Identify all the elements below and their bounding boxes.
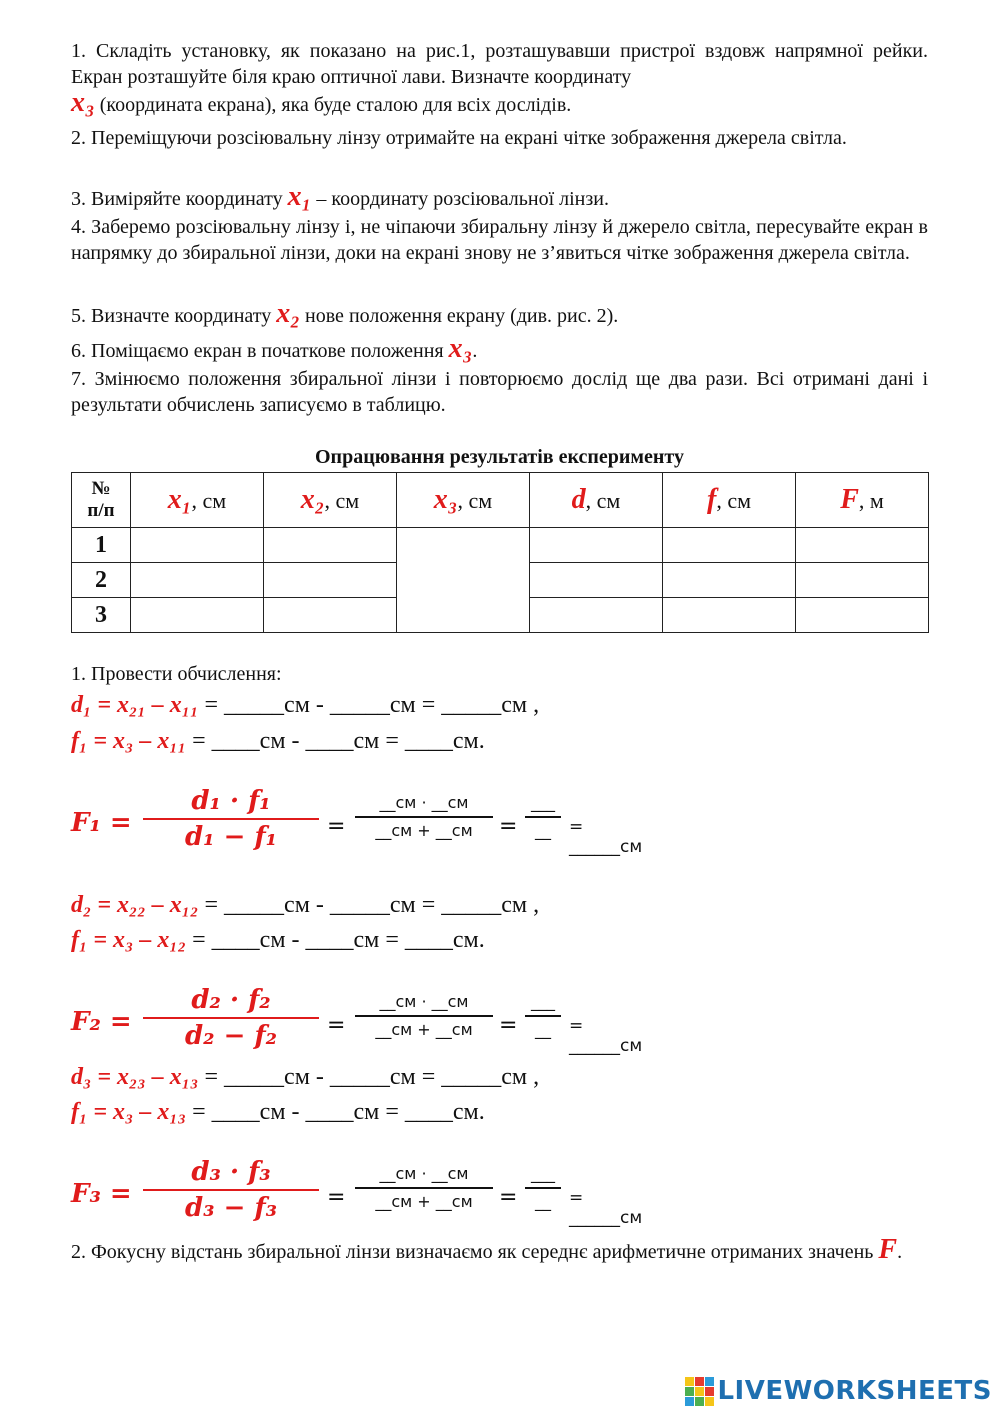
header-x1 [131, 473, 264, 528]
F3-numerator: d₃ · f₃ [191, 1157, 271, 1187]
header-x2-unit: , см [324, 488, 360, 513]
cell-x2[interactable] [264, 528, 397, 563]
F1-eq-1: = [327, 814, 346, 839]
header-x1-unit: , см [191, 488, 227, 513]
F3-label-text: F₃ [71, 1179, 101, 1209]
header-x3-var: x₃ [433, 484, 458, 515]
step-5-variable: x₂ [276, 298, 301, 329]
F3-bar [143, 1189, 319, 1191]
step-3-text: 3. Виміряйте координату [71, 188, 288, 210]
F3-label: F₃ = [71, 1179, 132, 1209]
liveworksheets-logo [685, 1373, 992, 1409]
F1-label-text: F₁ [71, 808, 101, 838]
F3-short-bar [525, 1187, 561, 1189]
cell-x2[interactable] [264, 563, 397, 598]
step-6-text: 6. Поміщаємо екран в початкове положення [71, 340, 449, 362]
calc-d2-formula: d₂ = x₂₂ – x₁₂ [71, 892, 199, 918]
cell-x3[interactable] [397, 528, 530, 633]
final-step-variable: F [878, 1234, 898, 1265]
F1-denominator: d₁ − f₁ [184, 822, 278, 852]
header-d-var: d [571, 484, 586, 515]
cell-F[interactable] [796, 563, 929, 598]
step-6 [71, 333, 928, 364]
F3-blank-bar [355, 1187, 493, 1189]
F2-eq-2: = [499, 1013, 518, 1038]
cell-f[interactable] [663, 563, 796, 598]
final-step-text: 2. Фокусну відстань збиральної лінзи визначаємо як середнє арифметичне отриманих значень [71, 1241, 879, 1263]
header-x2-var: x₂ [300, 484, 325, 515]
header-x3-unit: , см [457, 488, 493, 513]
cell-f[interactable] [663, 598, 796, 633]
F1-formula [143, 786, 319, 852]
step-2: 2. Переміщуючи розсіювальну лінзу отримайте на екрані чітке зображення джерела світла. [71, 127, 847, 149]
calc-F1 [71, 786, 643, 866]
header-x1-var: x₁ [167, 484, 192, 515]
step-5-text: 5. Визначте координату [71, 305, 277, 327]
logo-mark-icon [685, 1377, 714, 1406]
cell-x2[interactable] [264, 598, 397, 633]
table-row [72, 528, 929, 563]
F2-numerator: d₂ · f₂ [191, 985, 271, 1015]
F2-short-num: ___ [531, 992, 555, 1011]
F1-short-num: ___ [531, 793, 555, 812]
cell-f[interactable] [663, 528, 796, 563]
F2-short-bar [525, 1015, 561, 1017]
calc-f1-formula: f₁ = x₃ – x₁₁ [71, 728, 187, 754]
F1-result[interactable]: = ______см [569, 817, 643, 857]
calc-d1 [71, 692, 539, 719]
calc-d3-blanks[interactable]: = _____см - _____см = _____см , [198, 1064, 540, 1090]
calc-F3 [71, 1157, 643, 1237]
cell-d[interactable] [530, 528, 663, 563]
F3-short-num: ___ [531, 1164, 555, 1183]
F2-eq-1: = [327, 1013, 346, 1038]
calc-f1-blanks[interactable]: = ____см - ____см = ____см. [186, 728, 485, 754]
cell-x1[interactable] [131, 598, 264, 633]
table-header-row [72, 473, 929, 528]
header-f-var: f [706, 484, 717, 515]
F3-formula [143, 1157, 319, 1223]
F1-short-bar [525, 816, 561, 818]
header-F [796, 473, 929, 528]
row-number: 2 [72, 563, 131, 598]
cell-F[interactable] [796, 528, 929, 563]
F3-blank-num: __см · __см [379, 1164, 469, 1183]
logo-text: LIVEWORKSHEETS [717, 1376, 992, 1406]
calc-f2-blanks[interactable]: = ____см - ____см = ____см. [186, 927, 485, 953]
F1-blank-num: __см · __см [379, 793, 469, 812]
F1-label: F₁ = [71, 808, 132, 838]
F1-blank-bar [355, 816, 493, 818]
calc-F2 [71, 985, 643, 1065]
step-3 [71, 181, 928, 212]
F1-blank-den: __см + __см [375, 821, 473, 840]
cell-F[interactable] [796, 598, 929, 633]
row-number: 3 [72, 598, 131, 633]
step-3-text-end: – координату розсіювальної лінзи. [311, 188, 609, 210]
F2-label-text: F₂ [71, 1007, 101, 1037]
F2-blank-den: __см + __см [375, 1020, 473, 1039]
header-f-unit: , см [716, 488, 751, 513]
F3-result[interactable]: = ______см [569, 1188, 643, 1228]
calc-f2 [71, 927, 485, 954]
F3-blank-fraction[interactable] [355, 1163, 493, 1213]
calc-d3 [71, 1064, 539, 1091]
header-number [72, 473, 131, 528]
F1-eq-2: = [499, 814, 518, 839]
header-number-label: п/п [87, 500, 115, 521]
header-F-unit: , м [858, 488, 884, 513]
step-4: 4. Заберемо розсіювальну лінзу і, не чіпаючи збиральну лінзу й джерело світла, пересувайте екран в напрямку до збиральної лінзи, доки на екрані знову не з’явиться чітке зображення джерела світла. [71, 216, 928, 264]
F3-short-fraction[interactable] [525, 1163, 561, 1213]
F3-eq-1: = [327, 1185, 346, 1210]
cell-x1[interactable] [131, 528, 264, 563]
F3-blank-den: __см + __см [375, 1192, 473, 1211]
cell-x1[interactable] [131, 563, 264, 598]
F1-short-den: __ [535, 821, 551, 840]
step-6-text-end: . [472, 340, 478, 362]
step-1-text-end: (координата екрана), яка буде сталою для всіх дослідів. [94, 94, 572, 116]
F1-short-fraction[interactable] [525, 792, 561, 842]
calc-d1-formula: d₁ = x₂₁ – x₁₁ [71, 692, 199, 718]
header-number-symbol: № [91, 478, 111, 499]
F2-denominator: d₂ − f₂ [184, 1021, 278, 1051]
step-7: 7. Змінюємо положення збиральної лінзи і повторюємо дослід ще два рази. Всі отримані дані і результати обчислень записуємо в таблицю. [71, 368, 928, 416]
F2-short-den: __ [535, 1020, 551, 1039]
calc-d2 [71, 892, 539, 919]
header-x3 [397, 473, 530, 528]
F3-short-den: __ [535, 1192, 551, 1211]
F2-result[interactable]: = ______см [569, 1016, 643, 1056]
F3-eq-2: = [499, 1185, 518, 1210]
F2-blank-bar [355, 1015, 493, 1017]
F2-formula [143, 985, 319, 1051]
F1-numerator: d₁ · f₁ [191, 786, 271, 816]
calc-f1 [71, 728, 485, 755]
header-f [663, 473, 796, 528]
final-step [71, 1233, 928, 1269]
step-5-text-end: нове положення екрану (див. рис. 2). [300, 305, 619, 327]
calc-f3-formula: f₁ = x₃ – x₁₃ [71, 1099, 187, 1125]
calc-title: 1. Провести обчислення: [71, 663, 282, 685]
final-step-end: . [897, 1241, 903, 1263]
F2-blank-fraction[interactable] [355, 991, 493, 1041]
calc-d2-blanks[interactable]: = _____см - _____см = _____см , [198, 892, 540, 918]
F2-label: F₂ = [71, 1007, 132, 1037]
F1-bar [143, 818, 319, 820]
row-number: 1 [72, 528, 131, 563]
table-caption: Опрацювання результатів експерименту [315, 446, 684, 468]
step-6-variable: x₃ [448, 333, 473, 364]
step-1 [71, 38, 928, 118]
results-table [71, 472, 929, 633]
step-5 [71, 298, 928, 329]
header-d [530, 473, 663, 528]
step-3-variable: x₁ [287, 181, 312, 212]
calc-f3-blanks[interactable]: = ____см - ____см = ____см. [186, 1099, 485, 1125]
F1-blank-fraction[interactable] [355, 792, 493, 842]
calc-d1-blanks[interactable]: = _____см - _____см = _____см , [198, 692, 540, 718]
calc-f2-formula: f₁ = x₃ – x₁₂ [71, 927, 187, 953]
step-1-variable: x₃ [71, 87, 95, 118]
step-1-text: 1. Складіть установку, як показано на рис.1, розташувавши пристрої вздовж напрямної рейки. Екран розташуйте біля краю оптичної лави. Визначте координату [71, 40, 928, 88]
header-F-var: F [840, 484, 859, 515]
F2-short-fraction[interactable] [525, 991, 561, 1041]
F2-bar [143, 1017, 319, 1019]
cell-d[interactable] [530, 563, 663, 598]
F3-denominator: d₃ − f₃ [184, 1193, 278, 1223]
cell-d[interactable] [530, 598, 663, 633]
header-d-unit: , см [585, 488, 621, 513]
header-x2 [264, 473, 397, 528]
F2-blank-num: __см · __см [379, 992, 469, 1011]
calc-f3 [71, 1099, 485, 1126]
calc-d3-formula: d₃ = x₂₃ – x₁₃ [71, 1064, 199, 1090]
